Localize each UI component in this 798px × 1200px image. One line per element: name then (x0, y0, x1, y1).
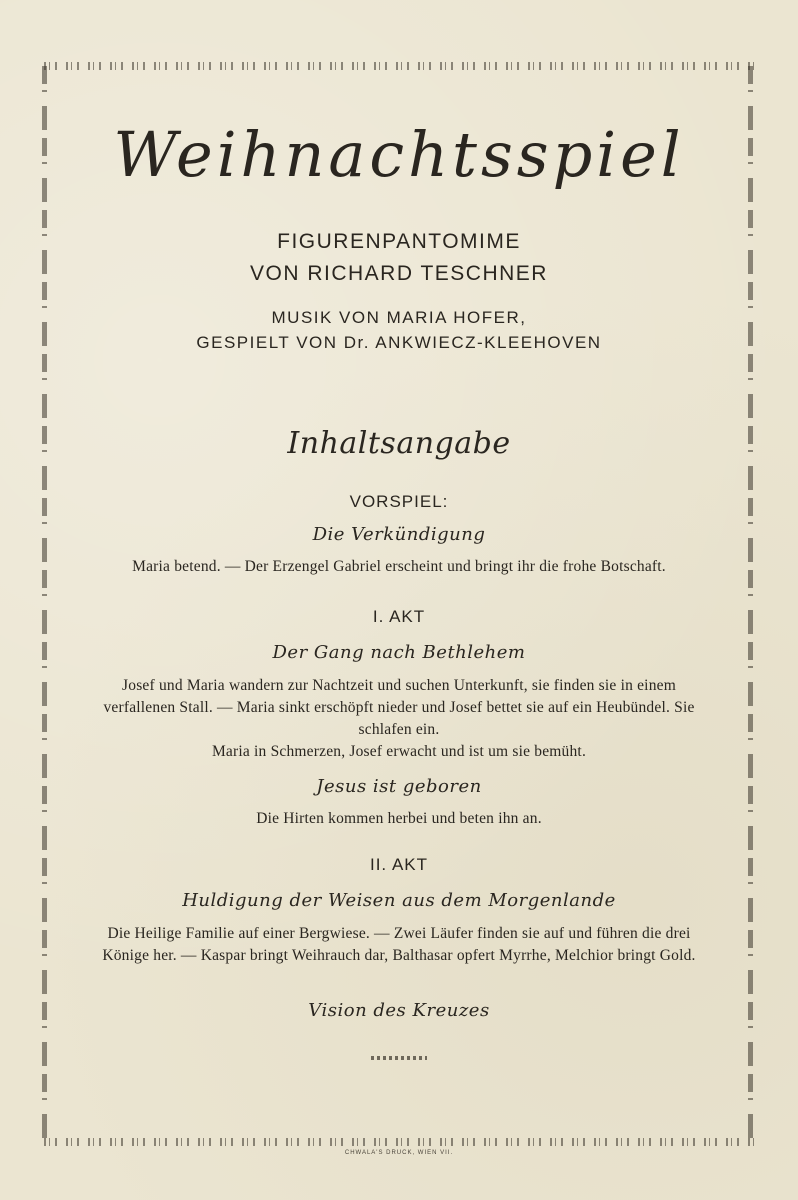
akt2-scene-title: Huldigung der Weisen aus dem Morgenlande (182, 890, 616, 911)
akt2-scene-title-2: Vision des Kreuzes (308, 1000, 490, 1021)
akt1-scene-title: Der Gang nach Bethlehem (272, 642, 526, 663)
akt1-text: Josef und Maria wandern zur Nachtzeit und suchen Unterkunft, sie finden sie in einem verfallenen Stall. — Maria sinkt erschöpft nieder und Josef bettet sie auf ein Heubündel. Sie schlafen ein. (103, 677, 695, 738)
akt2-text: Die Heilige Familie auf einer Bergwiese. — Zwei Läufer finden sie auf und führen die drei Könige her. — Kaspar bringt Weihrauch dar, Balthasar opfert Myrrhe, Melchior bringt Gold. (102, 925, 696, 964)
vorspiel-text: Maria betend. — Der Erzengel Gabriel erscheint und bringt ihr die frohe Botschaft. (132, 558, 666, 575)
akt2-label: II. AKT (369, 855, 429, 874)
credits-line-1: MUSIK VON MARIA HOFER, (271, 308, 527, 327)
akt1-scene-title-2: Jesus ist geboren (316, 776, 482, 797)
akt1-text-2: Maria in Schmerzen, Josef erwacht und ist um sie bemüht. (211, 743, 587, 760)
page-title: Weihnachtsspiel (113, 118, 685, 191)
subtitle-line-2: VON RICHARD TESCHNER (250, 262, 548, 285)
akt1-text-3: Die Hirten kommen herbei und beten ihn an. (256, 810, 542, 827)
vorspiel-label: VORSPIEL: (349, 492, 449, 511)
ornamental-border-left (42, 66, 47, 1140)
ornamental-border-right (748, 66, 753, 1140)
vorspiel-scene-title: Die Verkündigung (312, 524, 486, 545)
ornamental-border-top (44, 62, 756, 70)
closing-ornament (371, 1056, 427, 1060)
akt1-label: I. AKT (372, 607, 426, 626)
contents-heading: Inhaltsangabe (287, 426, 511, 461)
ornamental-border-bottom (44, 1138, 756, 1146)
credits-line-2: GESPIELT VON Dr. ANKWIECZ-KLEEHOVEN (196, 333, 602, 352)
printer-imprint: CHWALA'S DRUCK, WIEN VII. (344, 1150, 454, 1156)
subtitle-line-1: FIGURENPANTOMIME (277, 230, 521, 253)
